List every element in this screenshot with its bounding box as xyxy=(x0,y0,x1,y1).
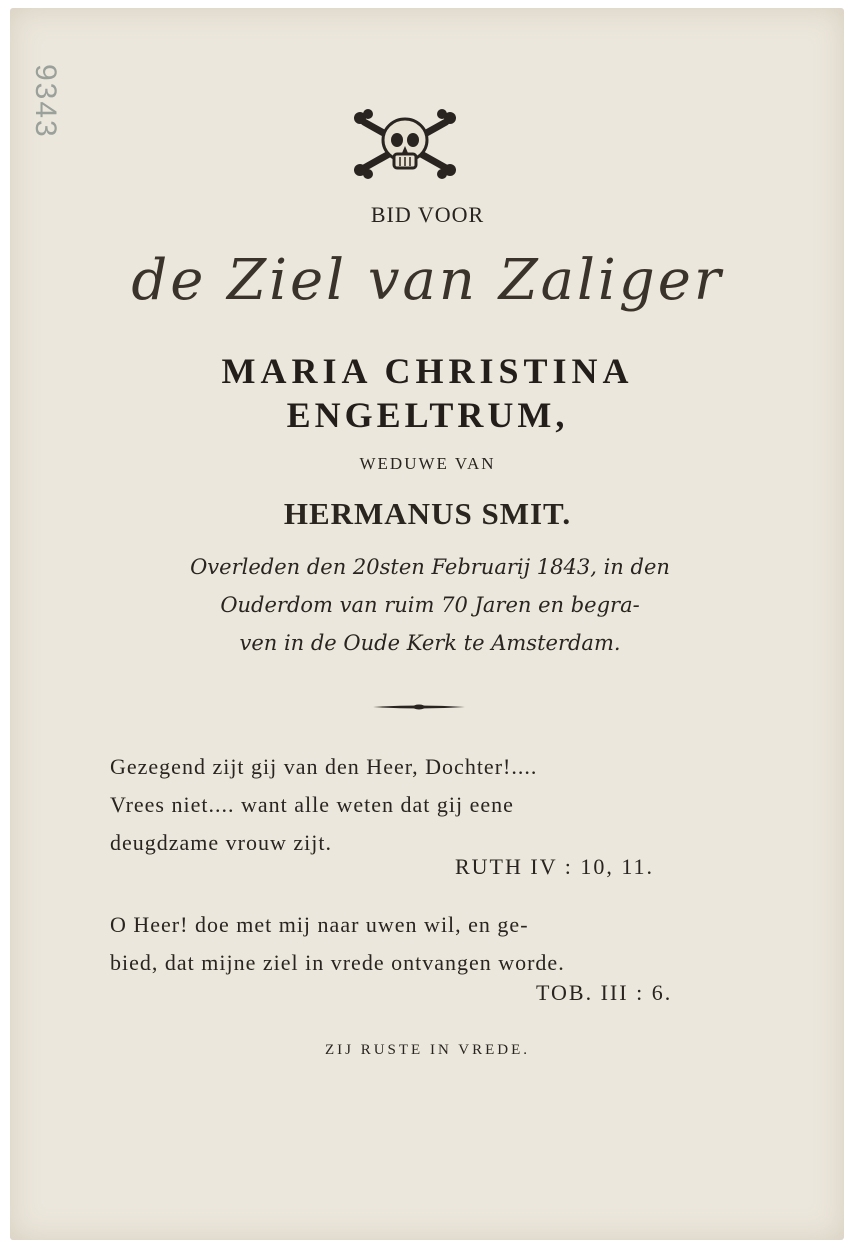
verse-tobit-reference: TOB. III : 6. xyxy=(536,980,673,1005)
ornamental-divider xyxy=(373,704,465,710)
skull-crossbones-icon xyxy=(350,108,460,180)
verse-tobit xyxy=(110,906,730,982)
closing-blessing: ZIJ RUSTE IN VREDE. xyxy=(324,1042,531,1058)
verse-ruth-line3: deugdzame vrouw zijt. xyxy=(110,830,332,855)
death-notice-line3: ven in de Oude Kerk te Amsterdam. xyxy=(239,631,621,655)
archive-number: 9343 xyxy=(29,64,62,139)
deceased-name-line1: MARIA CHRISTINA xyxy=(221,351,634,391)
verse-tobit-line1: O Heer! doe met mij naar uwen wil, en ge- xyxy=(110,912,529,937)
deceased-name-line2: ENGELTRUM, xyxy=(286,395,569,435)
verse-ruth-reference: RUTH IV : 10, 11. xyxy=(455,854,654,879)
relation-label: WEDUWE VAN xyxy=(359,454,496,473)
death-notice xyxy=(110,548,750,662)
verse-tobit-line2: bied, dat mijne ziel in vrede ontvangen worde. xyxy=(110,950,565,975)
verse-ruth-line1: Gezegend zijt gij van den Heer, Dochter!.... xyxy=(110,754,538,779)
verse-ruth xyxy=(110,748,730,862)
verse-ruth-line2: Vrees niet.... want alle weten dat gij eene xyxy=(110,792,514,817)
prayer-intro: BID VOOR xyxy=(370,202,485,227)
death-notice-line1: Overleden den 20sten Februarij 1843, in den xyxy=(190,555,670,579)
spouse-name: HERMANUS SMIT. xyxy=(283,496,572,531)
death-notice-line2: Ouderdom van ruim 70 Jaren en begra- xyxy=(220,593,640,617)
ziel-line: de Ziel van Zaliger xyxy=(131,248,724,313)
